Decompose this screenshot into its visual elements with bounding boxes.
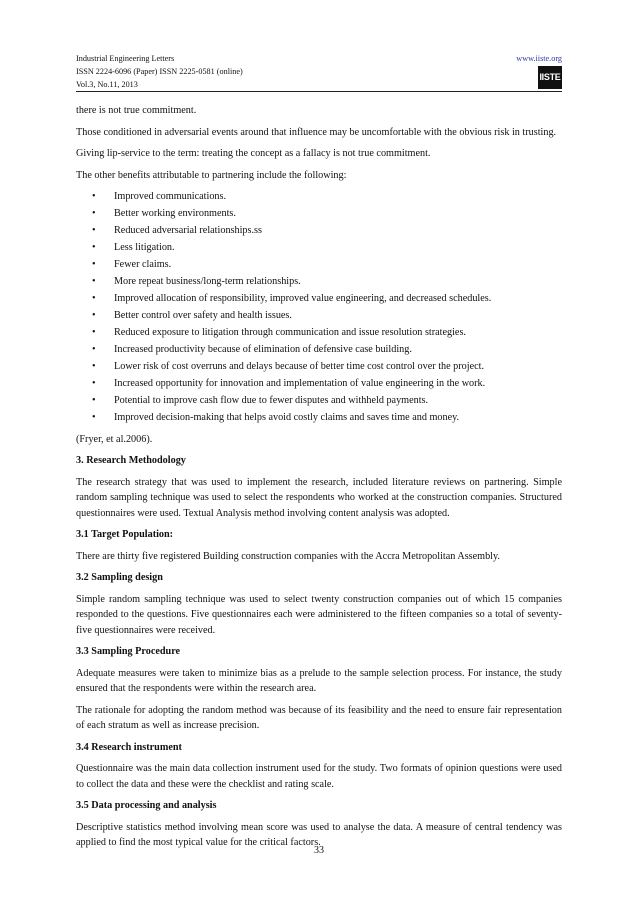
section-heading-sampling-procedure: 3.3 Sampling Procedure: [76, 646, 181, 657]
section-heading-sampling-design: 3.2 Sampling design: [76, 572, 163, 583]
journal-title: Industrial Engineering Letters: [76, 54, 175, 63]
paragraph: Simple random sampling technique was used to select twenty construction companies out of which 15 companies responded to the questions. Five questionnaires each were administered to the fifteen companies so a total of seventy-five questionnaires were received.: [76, 593, 562, 636]
list-item: • More repeat business/long-term relationships.: [76, 274, 562, 290]
paragraph: Giving lip-service to the term: treating the concept as a fallacy is not true commitment.: [76, 148, 431, 159]
list-item: • Less litigation.: [76, 240, 562, 256]
journal-url-link[interactable]: www.iiste.org: [516, 54, 562, 63]
citation: (Fryer, et al.2006).: [76, 433, 153, 445]
list-item: • Reduced adversarial relationships.ss: [76, 223, 562, 239]
header-divider: [76, 91, 562, 92]
paragraph: Those conditioned in adversarial events around that influence may be uncomfortable with the obvious risk in trusting.: [76, 126, 557, 138]
benefits-list: [76, 189, 562, 426]
section-heading-target-population: 3.1 Target Population:: [76, 529, 174, 540]
list-item: • Potential to improve cash flow due to fewer disputes and withheld payments.: [76, 393, 562, 409]
iiste-logo: IISTE: [538, 66, 562, 89]
page-body: [76, 103, 562, 857]
list-item: • Better control over safety and health issues.: [76, 308, 562, 324]
paragraph: The rationale for adopting the random method was because of its feasibility and the need to ensure fair representation of each stratum as well as increase precision.: [76, 704, 562, 731]
paragraph: Questionnaire was the main data collection instrument used for the study. Two formats of opinion questions were used to collect the data and these were the checklist and rating scale.: [76, 763, 562, 790]
list-item: • Better working environments.: [76, 206, 562, 222]
list-item: • Fewer claims.: [76, 257, 562, 273]
paragraph: Adequate measures were taken to minimize bias as a prelude to the sample selection process. For instance, the study ensured that the respondents were within the research area.: [76, 667, 562, 694]
issn-line: ISSN 2224-6096 (Paper) ISSN 2225-0581 (online): [76, 67, 243, 76]
section-heading-methodology: 3. Research Methodology: [76, 455, 186, 466]
paragraph: there is not true commitment.: [76, 105, 197, 116]
paragraph: The other benefits attributable to partnering include the following:: [76, 169, 347, 181]
paragraph: The research strategy that was used to implement the research, included literature reviews on partnering. Simple random sampling technique was used to select the respondents who worked at the construction companies. Structured questionnaires were used. Textual Analysis method involving content analysis was adopted.: [76, 476, 562, 519]
list-item: • Reduced exposure to litigation through communication and issue resolution strategies.: [76, 325, 562, 341]
list-item: • Increased productivity because of elimination of defensive case building.: [76, 342, 562, 358]
list-item: • Increased opportunity for innovation and implementation of value engineering in the work.: [76, 376, 562, 392]
volume-line: Vol.3, No.11, 2013: [76, 80, 138, 89]
list-item: • Improved communications.: [76, 189, 562, 205]
list-item: • Lower risk of cost overruns and delays because of better time cost control over the project.: [76, 359, 562, 375]
list-item: • Improved decision-making that helps avoid costly claims and saves time and money.: [76, 410, 562, 426]
list-item: • Improved allocation of responsibility, improved value engineering, and decreased schedules.: [76, 291, 562, 307]
section-heading-data-processing: 3.5 Data processing and analysis: [76, 800, 217, 811]
page-number: 33: [314, 845, 324, 856]
section-heading-research-instrument: 3.4 Research instrument: [76, 741, 182, 753]
page-header: [76, 52, 562, 91]
paragraph: Descriptive statistics method involving mean score was used to analyse the data. A measure of central tendency was applied to find the most typical value for the critical factors.: [76, 821, 562, 848]
paragraph: There are thirty five registered Building construction companies with the Accra Metropolitan Assembly.: [76, 550, 500, 562]
